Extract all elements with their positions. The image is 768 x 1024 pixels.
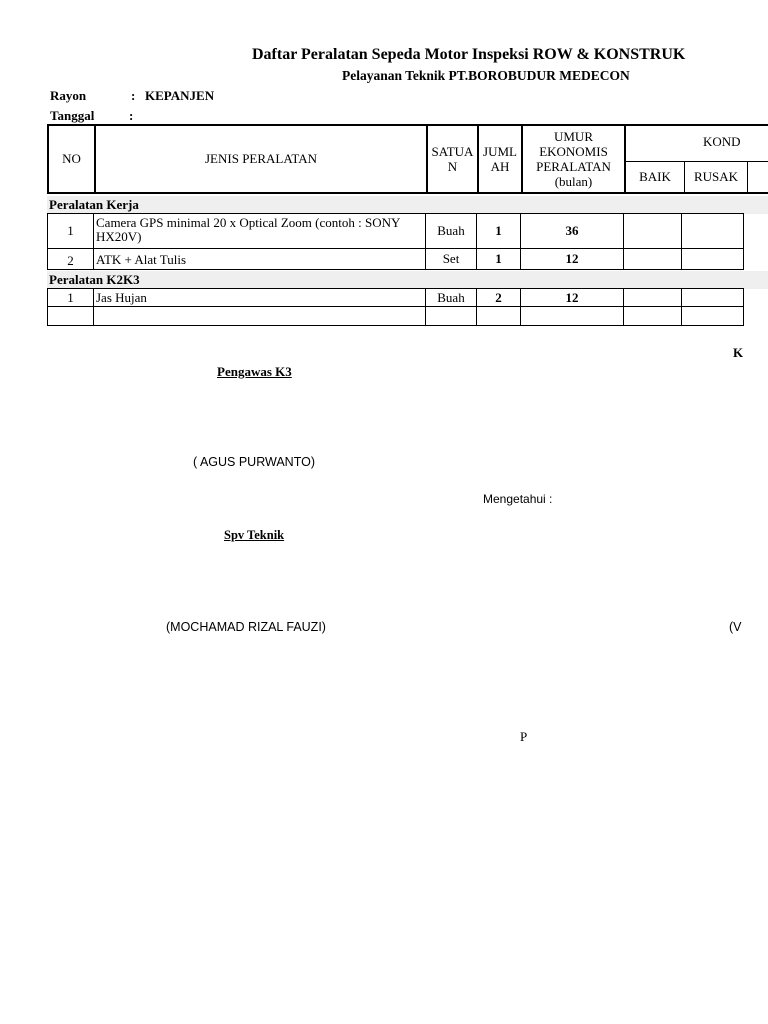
table-row — [47, 213, 744, 249]
right-edge-text: K — [733, 345, 744, 360]
header-kondisi-group — [624, 126, 768, 192]
row-umur: 12 — [520, 249, 623, 269]
header-jumlah: JUML AH — [477, 126, 521, 192]
row-umur: 36 — [520, 214, 623, 248]
table-row — [47, 288, 744, 307]
row-baik[interactable] — [623, 307, 681, 325]
row-rusak[interactable] — [681, 249, 744, 269]
row-baik[interactable] — [623, 289, 681, 306]
tanggal-label: Tanggal — [50, 108, 95, 123]
row-jenis: Camera GPS minimal 20 x Optical Zoom (contoh : SONY HX20V) — [93, 214, 425, 248]
header-no: NO — [62, 151, 81, 166]
header-jenis: JENIS PERALATAN — [94, 126, 426, 192]
pengawas-title: Pengawas K3 — [217, 364, 292, 379]
row-umur[interactable] — [520, 307, 623, 325]
section-label: Peralatan Kerja — [49, 197, 139, 212]
header-kondisi: KOND — [703, 134, 741, 149]
header-baik: BAIK — [639, 169, 671, 184]
table-row — [47, 249, 744, 270]
right-edge-name: (V — [729, 620, 742, 634]
row-satuan: Buah — [425, 289, 476, 306]
row-jenis: Jas Hujan — [93, 289, 425, 306]
table-header — [47, 124, 768, 194]
document-title: Daftar Peralatan Sepeda Motor Inspeksi ROW & KONSTRUK — [252, 46, 686, 63]
row-no: 1 — [67, 223, 74, 238]
row-rusak[interactable] — [681, 307, 744, 325]
header-rusak: RUSAK — [684, 162, 748, 192]
bottom-text: P — [520, 729, 528, 744]
row-satuan[interactable] — [425, 307, 476, 325]
row-jumlah: 2 — [476, 289, 520, 306]
row-jumlah: 1 — [476, 249, 520, 269]
row-baik[interactable] — [623, 249, 681, 269]
rayon-colon: : — [131, 88, 136, 103]
row-umur: 12 — [520, 289, 623, 306]
section-band-peralatan-k2k3 — [47, 271, 768, 289]
row-no: 2 — [67, 252, 74, 268]
row-jenis[interactable] — [93, 307, 425, 325]
spv-name: (MOCHAMAD RIZAL FAUZI) — [166, 620, 326, 634]
header-satuan: SATUA N — [426, 126, 477, 192]
section-label: Peralatan K2K3 — [49, 272, 140, 287]
rayon-value: KEPANJEN — [145, 88, 215, 103]
pengawas-name: ( AGUS PURWANTO) — [193, 455, 316, 469]
tanggal-colon: : — [129, 108, 134, 123]
row-satuan: Set — [425, 249, 476, 269]
row-jenis: ATK + Alat Tulis — [93, 249, 425, 269]
row-no: 1 — [67, 289, 74, 305]
rayon-label: Rayon — [50, 88, 87, 103]
row-jumlah: 1 — [476, 214, 520, 248]
row-satuan: Buah — [425, 214, 476, 248]
header-umur: UMUR EKONOMIS PERALATAN (bulan) — [521, 126, 624, 192]
row-baik[interactable] — [623, 214, 681, 248]
row-jumlah[interactable] — [476, 307, 520, 325]
section-band-peralatan-kerja — [47, 196, 768, 214]
document-subtitle: Pelayanan Teknik PT.BOROBUDUR MEDECON — [342, 68, 630, 83]
row-rusak[interactable] — [681, 214, 744, 248]
table-row-empty — [47, 307, 744, 326]
mengetahui-label: Mengetahui : — [483, 492, 553, 506]
row-rusak[interactable] — [681, 289, 744, 306]
spv-title: Spv Teknik — [224, 528, 285, 542]
